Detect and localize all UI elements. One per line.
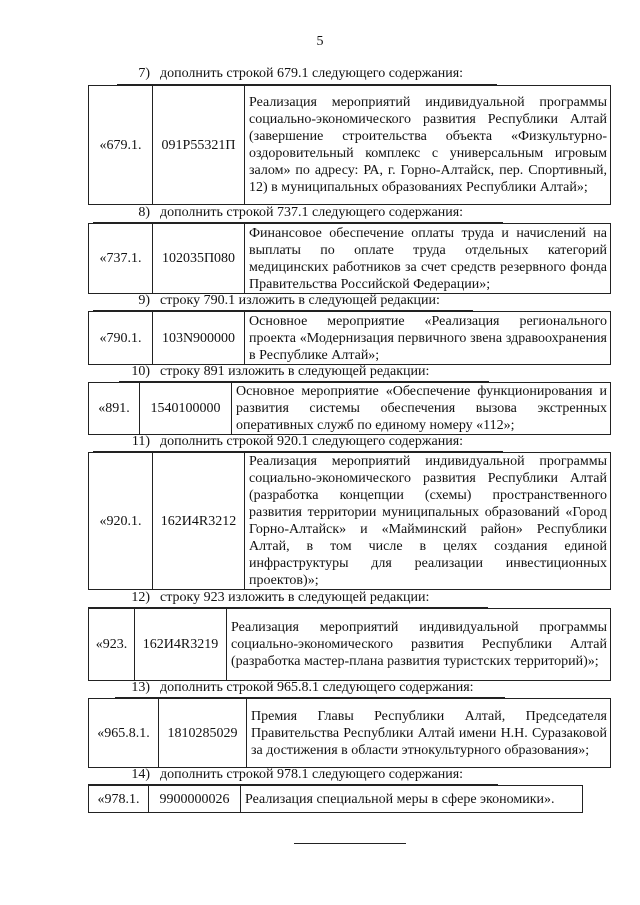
row-text: Премия Главы Республики Алтай, Председателя Правительства Республики Алтай имени Н.Н. Суразаковой за достижения в области этнокультурного образования»;	[247, 699, 611, 768]
item-number: 14)	[131, 767, 150, 782]
instruction-text: дополнить строкой 737.1 следующего содержания:	[160, 205, 464, 220]
instruction-text: дополнить строкой 679.1 следующего содержания:	[160, 66, 464, 81]
item-number: 7)	[138, 66, 150, 81]
row-text: Реализация специальной меры в сфере экономики».	[241, 786, 583, 813]
row-code: «737.1.	[89, 224, 153, 294]
row-code: «965.8.1.	[89, 699, 159, 768]
row-kbk: 102035П080	[153, 224, 245, 294]
instruction-line	[92, 293, 602, 309]
row-code: «920.1.	[89, 453, 153, 590]
row-kbk: 1810285029	[159, 699, 247, 768]
row-kbk: 9900000026	[149, 786, 241, 813]
instruction-text: строку 923 изложить в следующей редакции:	[160, 590, 430, 605]
row-table	[88, 311, 611, 365]
row-kbk: 162И4R3219	[135, 609, 227, 681]
instruction-text: строку 790.1 изложить в следующей редакции:	[160, 293, 440, 308]
instruction-line	[92, 205, 602, 221]
row-table	[88, 223, 611, 294]
instruction-text: дополнить строкой 978.1 следующего содержания:	[160, 767, 464, 782]
instruction-text: строку 891 изложить в следующей редакции:	[160, 364, 430, 379]
end-rule	[294, 843, 406, 844]
row-table	[88, 698, 611, 768]
item-number: 13)	[131, 680, 150, 695]
item-number: 8)	[138, 205, 150, 220]
item-number: 12)	[131, 590, 150, 605]
instruction-line	[92, 364, 602, 380]
row-text: Реализация мероприятий индивидуальной программы социально-экономического развития Республики Алтай (разработка концепции (схемы) пространственного развития территории муниципальных образований «Город Горно-Алтайск» и «Майминский район» Республики Алтай, в том числе в целях создания единой инфраструктуры для реализации инвестиционных проектов)»;	[245, 453, 611, 590]
row-table	[88, 608, 611, 681]
row-kbk: 1540100000	[140, 383, 232, 435]
row-text: Реализация мероприятий индивидуальной программы социально-экономического развития Республики Алтай (разработка мастер-плана развития туристских территорий)»;	[227, 609, 611, 681]
instruction-line	[92, 767, 602, 783]
row-code: «679.1.	[89, 86, 153, 205]
page-number: 5	[316, 34, 324, 49]
item-number: 10)	[131, 364, 150, 379]
row-kbk: 091P55321П	[153, 86, 245, 205]
row-kbk: 103N900000	[153, 312, 245, 365]
row-table	[88, 85, 611, 205]
row-text: Финансовое обеспечение оплаты труда и начислений на выплаты по оплате труда отдельных категорий медицинских работников за счет средств резервного фонда Правительства Российской Федерации»;	[245, 224, 611, 294]
item-number: 9)	[138, 293, 150, 308]
item-number: 11)	[131, 434, 150, 449]
row-code: «978.1.	[89, 786, 149, 813]
instruction-text: дополнить строкой 965.8.1 следующего содержания:	[160, 680, 474, 695]
row-text: Основное мероприятие «Обеспечение функционирования и развития системы обеспечения вызова экстренных оперативных служб по единому номеру «112»;	[232, 383, 611, 435]
instruction-text: дополнить строкой 920.1 следующего содержания:	[160, 434, 464, 449]
row-table	[88, 382, 611, 435]
instruction-line	[92, 680, 602, 696]
row-kbk: 162И4R3212	[153, 453, 245, 590]
row-code: «923.	[89, 609, 135, 681]
instruction-line	[92, 66, 602, 82]
row-code: «790.1.	[89, 312, 153, 365]
row-table	[88, 452, 611, 590]
row-text: Основное мероприятие «Реализация регионального проекта «Модернизация первичного звена здравоохранения в Республике Алтай»;	[245, 312, 611, 365]
instruction-line	[92, 434, 602, 450]
row-code: «891.	[89, 383, 140, 435]
row-text: Реализация мероприятий индивидуальной программы социально-экономического развития Республики Алтай (завершение строительства объекта «Физкультурно-оздоровительный комплекс с универсальным игровым залом» по адресу: РА, г. Горно-Алтайск, пер. Спортивный, 12) в муниципальных образованиях Республики Алтай»;	[245, 86, 611, 205]
instruction-line	[92, 590, 602, 606]
row-table	[88, 785, 583, 813]
